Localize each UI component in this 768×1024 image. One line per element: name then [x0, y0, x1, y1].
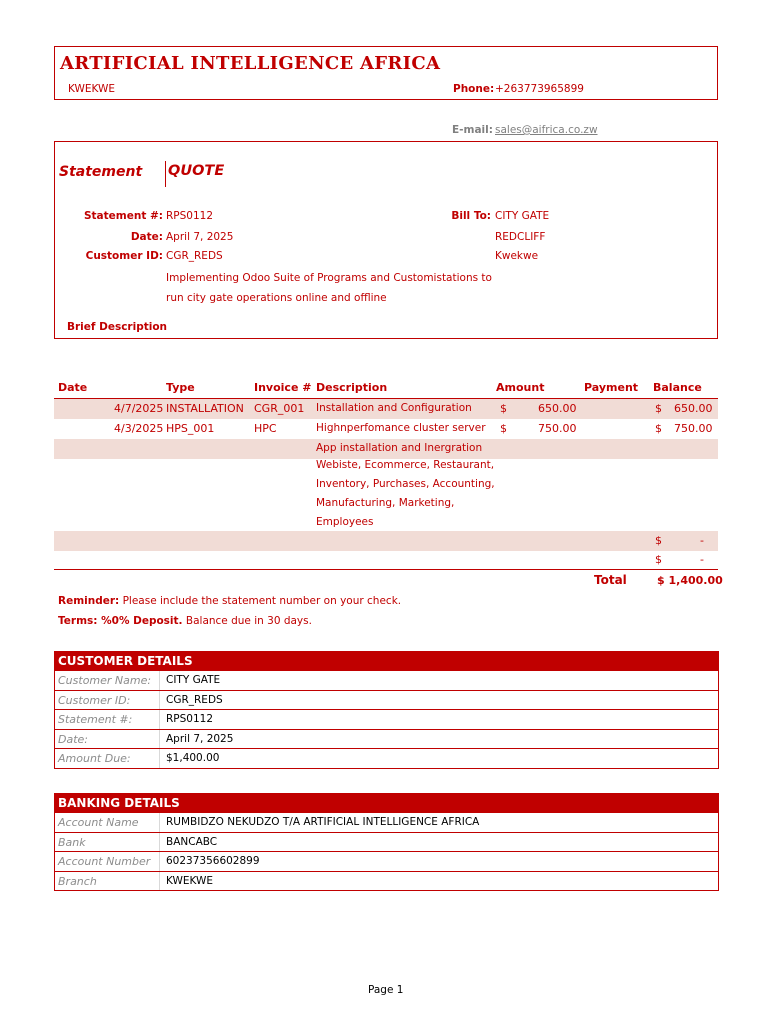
total-divider [54, 569, 718, 570]
column-divider [159, 730, 160, 749]
detail-row [54, 710, 719, 730]
column-header: Type [166, 381, 195, 394]
row-balance: 750.00 [674, 422, 713, 435]
reminder-text: Please include the statement number on your check. [122, 595, 402, 607]
brief-description-label: Brief Description [67, 321, 168, 333]
transactions-header [54, 378, 718, 399]
reminder-label: Reminder: [58, 595, 120, 607]
banking-details-table [54, 793, 719, 891]
detail-value: RUMBIDZO NEKUDZO T/A ARTIFICIAL INTELLIGENCE AFRICA [166, 816, 480, 828]
bill-to-line: REDCLIFF [495, 231, 546, 243]
document-type: QUOTE [168, 163, 225, 179]
statement-date-label: Date: [130, 231, 163, 243]
table-row [54, 531, 718, 551]
customer-details-table [54, 651, 719, 769]
row-date: 4/7/2025 [114, 402, 164, 415]
detail-value: BANCABC [166, 835, 218, 848]
company-header [54, 46, 718, 100]
detail-value: 60237356602899 [166, 855, 260, 867]
row-balance-symbol: $ [655, 402, 662, 415]
column-divider [159, 691, 160, 710]
column-header: Payment [584, 381, 639, 394]
phone-label: Phone: [453, 83, 495, 95]
terms-label: Terms: %0% Deposit. [58, 615, 183, 627]
detail-label: Account Number [58, 855, 151, 868]
detail-label: Bank [58, 835, 86, 849]
column-divider [159, 813, 160, 832]
column-header: Description [316, 381, 388, 394]
row-description: Installation and Configuration [316, 402, 472, 414]
column-divider [159, 852, 160, 871]
page-number: Page 1 [368, 984, 404, 996]
title-divider [165, 161, 166, 187]
row-balance-symbol: $ [655, 534, 662, 547]
row-balance: 650.00 [674, 402, 713, 415]
detail-row [54, 691, 719, 711]
total-value: $ 1,400.00 [657, 574, 723, 587]
detail-value: $1,400.00 [166, 752, 220, 764]
customer-id-label: Customer ID: [85, 250, 163, 262]
detail-row [54, 749, 719, 769]
customer-id: CGR_REDS [166, 250, 223, 262]
detail-row [54, 730, 719, 750]
row-balance: - [700, 553, 704, 566]
bill-to-line: CITY GATE [495, 210, 550, 222]
row-amount-symbol: $ [500, 422, 507, 435]
email-label: E-mail: [452, 124, 493, 136]
table-row [54, 550, 718, 570]
detail-value: RPS0112 [166, 713, 214, 725]
table-row [54, 419, 718, 439]
detail-label: Statement #: [58, 713, 133, 726]
reminder-note [58, 595, 401, 607]
detail-label: Account Name [58, 816, 139, 829]
row-balance: - [700, 534, 704, 547]
company-name: ARTIFICIAL INTELLIGENCE AFRICA [60, 53, 441, 74]
column-header: Amount [496, 381, 545, 394]
detail-value: CITY GATE [166, 674, 221, 686]
banking-details-heading: BANKING DETAILS [54, 793, 719, 813]
company-city: KWEKWE [68, 83, 116, 95]
detail-label: Customer Name: [58, 674, 152, 687]
row-amount-symbol: $ [500, 402, 507, 415]
row-balance-symbol: $ [655, 422, 662, 435]
column-divider [159, 833, 160, 852]
detail-row [54, 872, 719, 892]
table-row [54, 399, 718, 419]
detail-label: Customer ID: [58, 693, 131, 707]
statement-date: April 7, 2025 [166, 231, 234, 243]
terms-text: Balance due in 30 days. [185, 615, 312, 627]
detail-row [54, 833, 719, 853]
detail-label: Branch [58, 874, 97, 888]
detail-label: Amount Due: [58, 752, 131, 765]
detail-label: Date: [58, 732, 88, 746]
detail-value: KWEKWE [166, 874, 214, 887]
detail-row [54, 671, 719, 691]
row-invoice: HPC [254, 422, 277, 435]
column-divider [159, 872, 160, 891]
statement-description: Implementing Odoo Suite of Programs and Customistations to run city gate operations online and offline [166, 272, 492, 304]
row-description-continued: Webiste, Ecommerce, Restaurant, Inventory, Purchases, Accounting, Manufacturing, Marketing, Employees [316, 459, 495, 528]
detail-row [54, 852, 719, 872]
row-description: Highnperfomance cluster server [316, 422, 486, 434]
column-header: Date [58, 381, 88, 394]
row-amount: 650.00 [538, 402, 577, 415]
column-header: Balance [653, 381, 702, 394]
row-invoice: CGR_001 [254, 402, 305, 415]
column-header: Invoice # [254, 381, 312, 394]
email-link[interactable]: sales@aifrica.co.zw [495, 124, 598, 136]
row-description: App installation and Inergration [316, 442, 483, 454]
statement-info-box [54, 141, 718, 339]
bill-to-line: Kwekwe [495, 250, 539, 262]
row-type: INSTALLATION [166, 402, 244, 415]
total-label: Total [594, 573, 627, 587]
column-divider [159, 710, 160, 729]
bill-to-label: Bill To: [451, 210, 491, 222]
detail-value: April 7, 2025 [166, 732, 234, 745]
customer-details-heading: CUSTOMER DETAILS [54, 651, 719, 671]
detail-value: CGR_REDS [166, 693, 223, 706]
row-type: HPS_001 [166, 422, 215, 435]
row-date: 4/3/2025 [114, 422, 164, 435]
row-balance-symbol: $ [655, 553, 662, 566]
phone-number: +263773965899 [495, 83, 584, 95]
terms-note [58, 615, 312, 627]
statement-title: Statement [59, 164, 143, 180]
column-divider [159, 671, 160, 690]
statement-number: RPS0112 [166, 210, 214, 222]
detail-row [54, 813, 719, 833]
statement-number-label: Statement #: [83, 210, 163, 222]
row-amount: 750.00 [538, 422, 577, 435]
column-divider [159, 749, 160, 768]
